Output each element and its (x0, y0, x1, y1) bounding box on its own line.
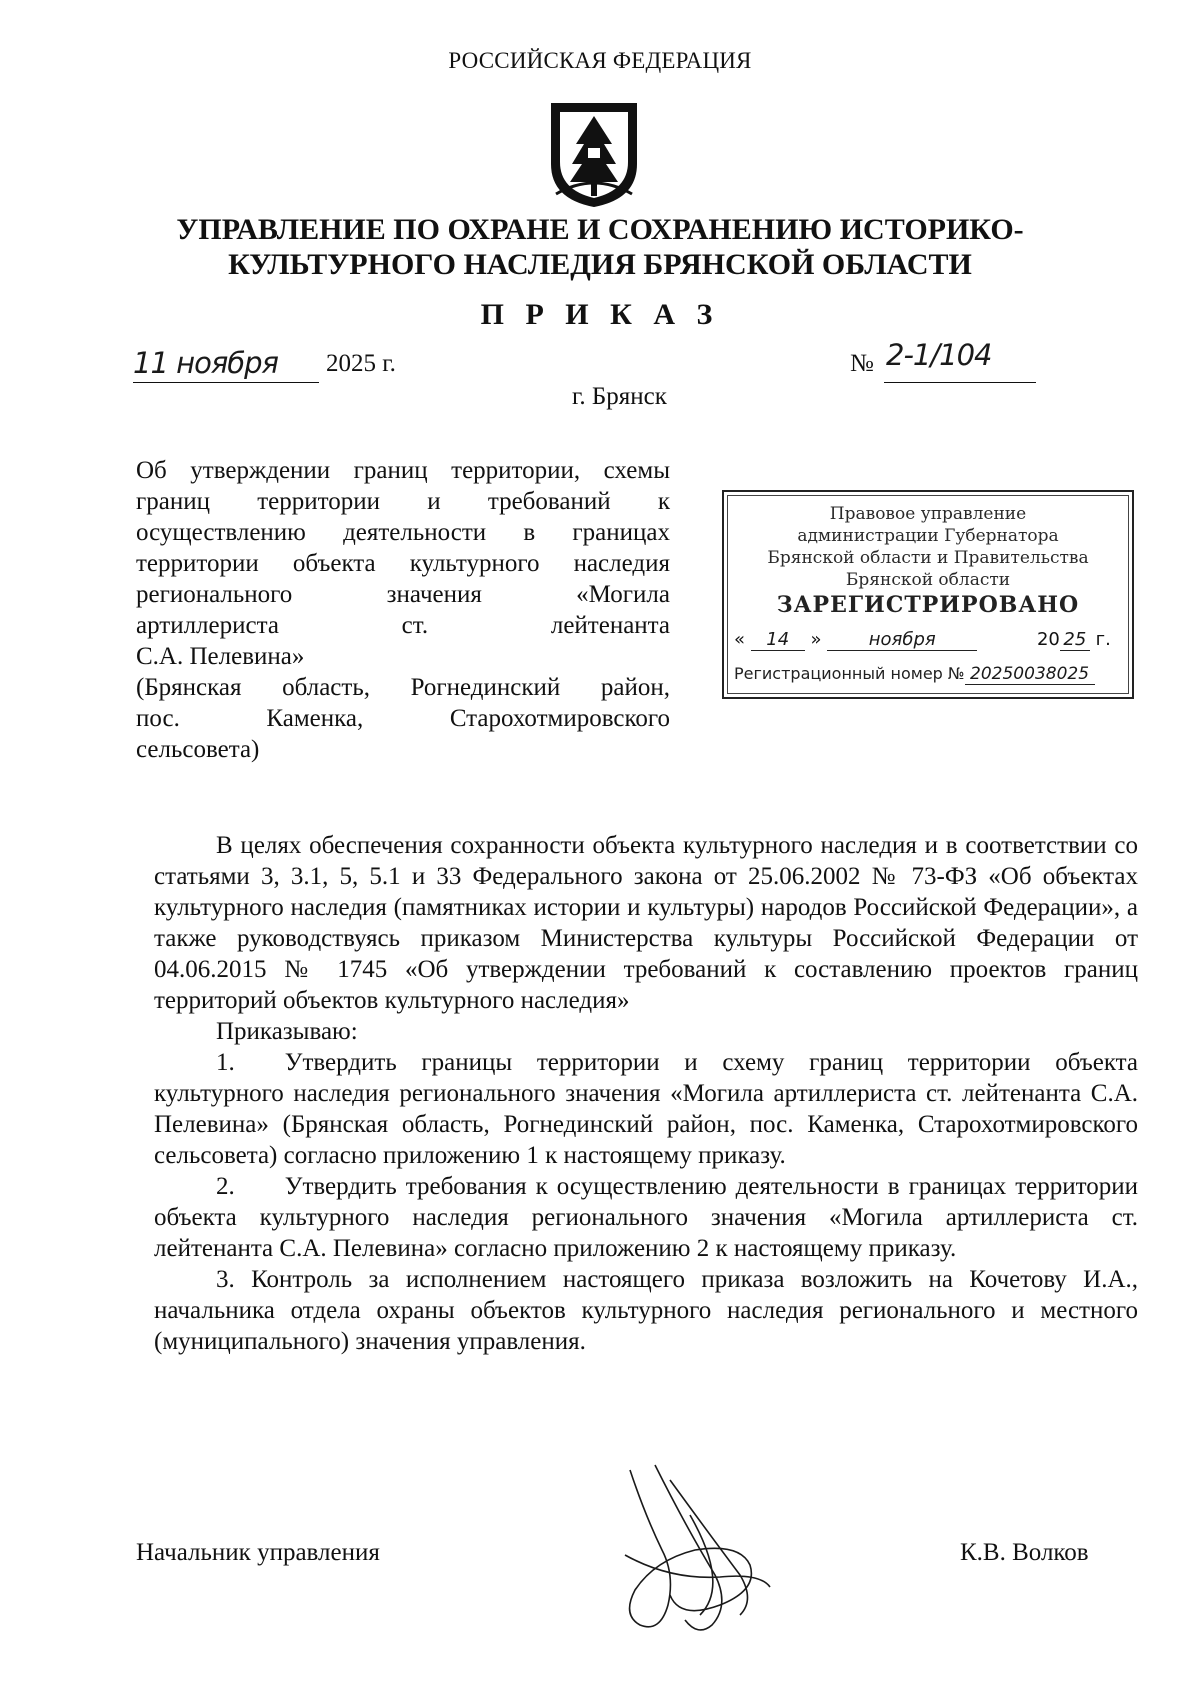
date-year: 2025 г. (326, 350, 396, 377)
handwritten-date: 11 ноября (133, 346, 279, 380)
document-type: П Р И К А З (480, 298, 720, 331)
organization-title (0, 212, 1200, 282)
stamp-date-day: 14 (751, 629, 805, 651)
order-number-label: № (850, 350, 874, 377)
order-item-2: 2. Утвердить требования к осуществлению деятельности в границах территории объекта культурного наследия регионального значения «Могила артиллериста ст. лейтенанта С.А. Пелевина» согласно приложению 2 к настоящему приказу. (154, 1173, 1138, 1262)
subject-line: С.А. Пелевина» (136, 643, 305, 670)
subject-line: территории объекта культурного наследия (136, 550, 670, 577)
stamp-registration-number (734, 664, 1124, 685)
subject-line: осуществлению деятельности в границах (136, 519, 670, 546)
country-heading: РОССИЙСКАЯ ФЕДЕРАЦИЯ (448, 48, 752, 73)
stamp-registered: ЗАРЕГИСТРИРОВАНО (776, 592, 1080, 618)
order-body (154, 830, 1138, 1357)
order-word: Приказываю: (216, 1018, 358, 1045)
stamp-date-month: ноября (827, 629, 977, 651)
stamp-date-year: 25 (1060, 629, 1090, 651)
coat-of-arms-emblem (550, 102, 638, 208)
stamp-line: администрации Губернатора (797, 526, 1059, 546)
subject-line: границ территории и требований к (136, 488, 670, 515)
stamp-line: Брянской области (845, 570, 1011, 590)
signatory-name: К.В. Волков (960, 1539, 1089, 1566)
stamp-date-year-prefix: 20 (1036, 629, 1060, 650)
order-number-underline (884, 382, 1036, 383)
handwritten-order-number: 2-1/104 (886, 338, 992, 372)
stamp-date-open: « (734, 629, 746, 650)
signatory-title: Начальник управления (136, 1539, 380, 1566)
organization-title-line-2: КУЛЬТУРНОГО НАСЛЕДИЯ БРЯНСКОЙ ОБЛАСТИ (228, 248, 972, 281)
organization-title-line-1: УПРАВЛЕНИЕ ПО ОХРАНЕ И СОХРАНЕНИЮ ИСТОРИКО- (176, 213, 1024, 246)
stamp-line: Брянской области и Правительства (767, 548, 1089, 568)
stamp-date (734, 629, 1124, 651)
subject-line: артиллериста ст. лейтенанта (136, 612, 670, 639)
date-underline (133, 382, 319, 383)
order-item-1: 1. Утвердить границы территории и схему границ территории объекта культурного наследия регионального значения «Могила артиллериста ст. лейтенанта С.А. Пелевина» (Брянская область, Рогнединский район, пос. Каменка, Старохотмировского сельсовета) согласно приложению 1 к настоящему приказу. (154, 1049, 1138, 1169)
preamble-paragraph: В целях обеспечения сохранности объекта культурного наследия и в соответствии со статьями 3, 3.1, 5, 5.1 и 33 Федерального закона от 25.06.2002 № 73-ФЗ «Об объектах культурного наследия (памятниках истории и культуры) народов Российской Федерации», а также руководствуясь приказом Министерства культуры Российской Федерации от 04.06.2015 № 1745 «Об утверждении требований к составлению проектов границ территорий объектов культурного наследия» (154, 832, 1138, 1014)
subject-line: (Брянская область, Рогнединский район, (136, 674, 670, 701)
registration-stamp (722, 490, 1134, 699)
handwritten-signature (600, 1455, 790, 1645)
subject-line: сельсовета) (136, 736, 260, 763)
city: г. Брянск (572, 383, 667, 410)
stamp-date-year-suffix: г. (1095, 629, 1111, 650)
stamp-reg-label: Регистрационный номер № (734, 664, 965, 683)
stamp-line: Правовое управление (829, 504, 1027, 524)
stamp-date-mid: » (810, 629, 822, 650)
subject-line: регионального значения «Могила (136, 581, 670, 608)
subject-line: пос. Каменка, Старохотмировского (136, 705, 670, 732)
order-subject (136, 455, 670, 765)
order-item-3: 3. Контроль за исполнением настоящего приказа возложить на Кочетову И.А., начальника отдела охраны объектов культурного наследия регионального и местного (муниципального) значения управления. (154, 1266, 1138, 1355)
stamp-reg-number: 20250038025 (965, 664, 1095, 685)
subject-line: Об утверждении границ территории, схемы (136, 457, 670, 484)
